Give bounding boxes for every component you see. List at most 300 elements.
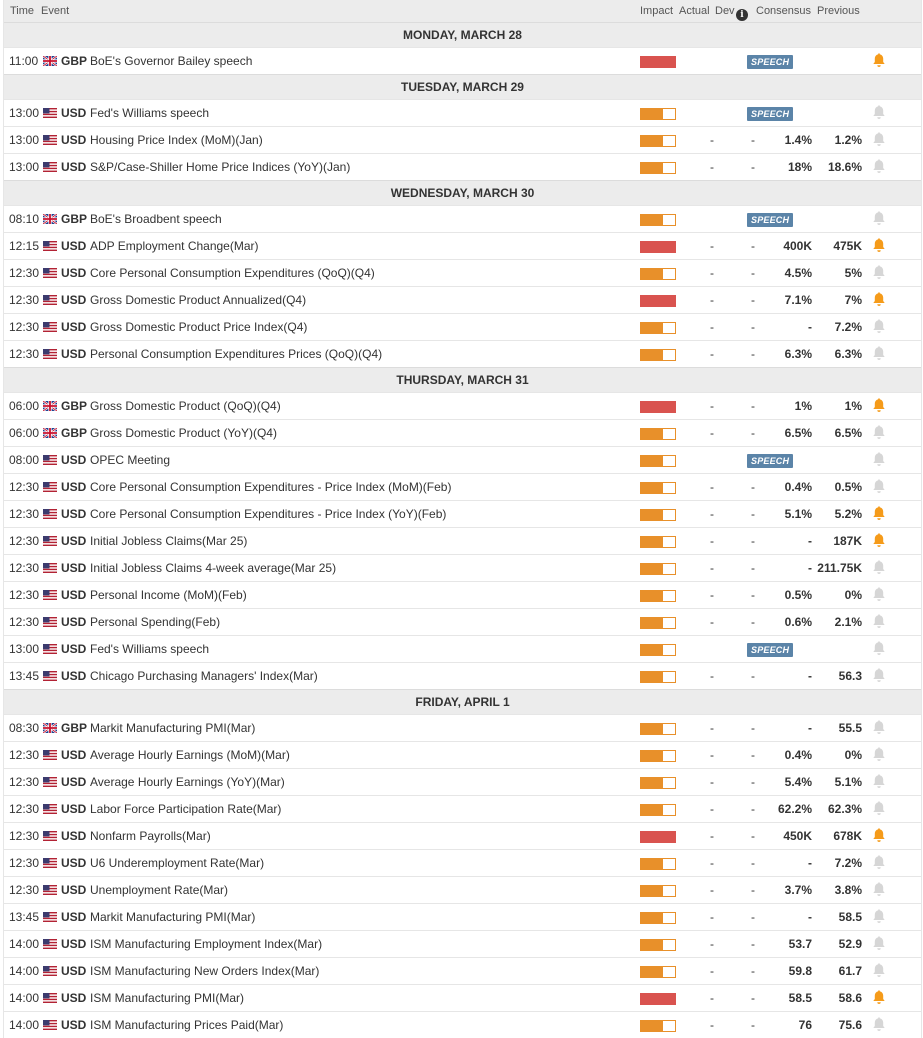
event-time: 12:30 bbox=[9, 561, 40, 575]
bell-icon[interactable] bbox=[872, 1017, 886, 1032]
event-dev: - bbox=[751, 160, 755, 174]
event-actual: - bbox=[710, 748, 714, 762]
uk-flag bbox=[43, 428, 57, 438]
impact-bar-medium bbox=[640, 644, 676, 656]
event-previous: 6.3% bbox=[834, 347, 862, 361]
event-name[interactable]: ADP Employment Change(Mar) bbox=[90, 239, 259, 253]
event-consensus: 6.3% bbox=[784, 347, 812, 361]
us-flag bbox=[43, 858, 57, 868]
event-currency: USD bbox=[61, 106, 87, 120]
us-flag bbox=[43, 482, 57, 492]
event-row[interactable] bbox=[4, 608, 921, 635]
event-previous: 0.5% bbox=[834, 480, 862, 494]
event-time: 12:30 bbox=[9, 347, 40, 361]
us-flag bbox=[43, 268, 57, 278]
event-consensus: 450K bbox=[783, 829, 812, 843]
event-previous: 58.6 bbox=[838, 991, 862, 1005]
event-actual: - bbox=[710, 320, 714, 334]
event-row[interactable] bbox=[4, 768, 921, 795]
event-time: 12:30 bbox=[9, 293, 40, 307]
us-flag bbox=[43, 590, 57, 600]
event-actual: - bbox=[710, 615, 714, 629]
event-name[interactable]: Markit Manufacturing PMI(Mar) bbox=[90, 721, 256, 735]
event-actual: - bbox=[710, 534, 714, 548]
speech-badge: SPEECH bbox=[747, 106, 793, 121]
impact-bar-medium bbox=[640, 777, 676, 789]
event-actual: - bbox=[710, 507, 714, 521]
event-consensus: 62.2% bbox=[777, 802, 812, 816]
event-name[interactable]: Fed's Williams speech bbox=[90, 642, 209, 656]
event-currency: GBP bbox=[61, 54, 88, 68]
event-actual: - bbox=[710, 160, 714, 174]
event-name[interactable]: Personal Income (MoM)(Feb) bbox=[90, 588, 247, 602]
event-time: 14:00 bbox=[9, 991, 40, 1005]
event-time: 12:30 bbox=[9, 534, 40, 548]
event-name[interactable]: ISM Manufacturing Employment Index(Mar) bbox=[90, 937, 323, 951]
event-currency: USD bbox=[61, 615, 87, 629]
event-currency: USD bbox=[61, 588, 87, 602]
event-name[interactable]: Initial Jobless Claims(Mar 25) bbox=[90, 534, 248, 548]
day-header: THURSDAY, MARCH 31 bbox=[4, 367, 921, 392]
event-previous: 2.1% bbox=[834, 615, 862, 629]
event-dev: - bbox=[751, 937, 755, 951]
bell-icon[interactable] bbox=[872, 105, 886, 120]
event-actual: - bbox=[710, 802, 714, 816]
event-dev: - bbox=[751, 561, 755, 575]
bell-icon[interactable] bbox=[872, 668, 886, 683]
event-dev: - bbox=[751, 615, 755, 629]
impact-bar-medium bbox=[640, 750, 676, 762]
event-row[interactable] bbox=[4, 392, 921, 419]
header-previous[interactable]: Previous bbox=[817, 5, 860, 17]
event-time: 12:30 bbox=[9, 856, 40, 870]
bell-active-icon[interactable] bbox=[872, 828, 886, 843]
event-dev: - bbox=[751, 748, 755, 762]
us-flag bbox=[43, 912, 57, 922]
event-row[interactable] bbox=[4, 714, 921, 741]
event-name[interactable]: Core Personal Consumption Expenditures - Price Index (MoM)(Feb) bbox=[90, 480, 452, 494]
event-time: 06:00 bbox=[9, 426, 40, 440]
event-currency: USD bbox=[61, 534, 87, 548]
event-time: 12:30 bbox=[9, 748, 40, 762]
event-name[interactable]: Labor Force Participation Rate(Mar) bbox=[90, 802, 282, 816]
event-name[interactable]: Gross Domestic Product Price Index(Q4) bbox=[90, 320, 308, 334]
event-consensus: 18% bbox=[787, 160, 812, 174]
event-previous: 61.7 bbox=[838, 964, 862, 978]
impact-bar-medium bbox=[640, 482, 676, 494]
event-actual: - bbox=[710, 239, 714, 253]
event-currency: GBP bbox=[61, 426, 88, 440]
event-time: 12:30 bbox=[9, 615, 40, 629]
event-name[interactable]: ISM Manufacturing New Orders Index(Mar) bbox=[90, 964, 320, 978]
event-actual: - bbox=[710, 937, 714, 951]
event-name[interactable]: Chicago Purchasing Managers' Index(Mar) bbox=[90, 669, 318, 683]
calendar-body bbox=[4, 22, 921, 1038]
event-consensus: - bbox=[808, 669, 812, 683]
event-previous: 0% bbox=[844, 748, 862, 762]
economic-calendar bbox=[3, 0, 922, 1038]
event-name[interactable]: Personal Consumption Expenditures Prices (QoQ)(Q4) bbox=[90, 347, 383, 361]
event-row[interactable] bbox=[4, 153, 921, 180]
impact-bar-medium bbox=[640, 804, 676, 816]
event-actual: - bbox=[710, 426, 714, 440]
event-time: 08:10 bbox=[9, 212, 40, 226]
event-currency: USD bbox=[61, 239, 87, 253]
event-consensus: - bbox=[808, 561, 812, 575]
event-previous: 52.9 bbox=[838, 937, 862, 951]
event-name[interactable]: Housing Price Index (MoM)(Jan) bbox=[90, 133, 263, 147]
event-row[interactable] bbox=[4, 984, 921, 1011]
event-name[interactable]: BoE's Broadbent speech bbox=[90, 212, 222, 226]
event-previous: 1.2% bbox=[834, 133, 862, 147]
header-time[interactable]: Time bbox=[10, 5, 35, 17]
uk-flag bbox=[43, 56, 57, 66]
event-consensus: 5.1% bbox=[784, 507, 812, 521]
event-row[interactable] bbox=[4, 446, 921, 473]
event-time: 13:00 bbox=[9, 133, 40, 147]
event-actual: - bbox=[710, 266, 714, 280]
header-event[interactable]: Event bbox=[41, 5, 70, 17]
event-previous: 62.3% bbox=[827, 802, 862, 816]
impact-bar-medium bbox=[640, 162, 676, 174]
event-currency: USD bbox=[61, 293, 87, 307]
event-consensus: 400K bbox=[783, 239, 812, 253]
event-dev: - bbox=[751, 883, 755, 897]
event-previous: 56.3 bbox=[838, 669, 862, 683]
event-name[interactable]: BoE's Governor Bailey speech bbox=[90, 54, 253, 68]
bell-icon[interactable] bbox=[872, 479, 886, 494]
event-row[interactable] bbox=[4, 957, 921, 984]
event-previous: 0% bbox=[844, 588, 862, 602]
event-actual: - bbox=[710, 480, 714, 494]
event-actual: - bbox=[710, 775, 714, 789]
event-consensus: - bbox=[808, 856, 812, 870]
bell-icon[interactable] bbox=[872, 909, 886, 924]
event-currency: USD bbox=[61, 829, 87, 843]
event-name[interactable]: Core Personal Consumption Expenditures (QoQ)(Q4) bbox=[90, 266, 375, 280]
event-dev: - bbox=[751, 266, 755, 280]
event-time: 14:00 bbox=[9, 1018, 40, 1032]
us-flag bbox=[43, 750, 57, 760]
event-row[interactable] bbox=[4, 473, 921, 500]
event-currency: USD bbox=[61, 883, 87, 897]
bell-icon[interactable] bbox=[872, 132, 886, 147]
bell-icon[interactable] bbox=[872, 641, 886, 656]
impact-bar-medium bbox=[640, 268, 676, 280]
event-name[interactable]: Gross Domestic Product (YoY)(Q4) bbox=[90, 426, 277, 440]
event-name[interactable]: OPEC Meeting bbox=[90, 453, 171, 467]
event-actual: - bbox=[710, 399, 714, 413]
header-impact[interactable]: Impact bbox=[640, 5, 674, 17]
event-dev: - bbox=[751, 1018, 755, 1032]
event-consensus: 4.5% bbox=[784, 266, 812, 280]
event-time: 12:30 bbox=[9, 266, 40, 280]
speech-badge: SPEECH bbox=[747, 642, 793, 657]
event-time: 13:45 bbox=[9, 910, 40, 924]
bell-active-icon[interactable] bbox=[872, 990, 886, 1005]
event-previous: 7.2% bbox=[834, 320, 862, 334]
event-previous: 5% bbox=[844, 266, 862, 280]
event-row[interactable] bbox=[4, 419, 921, 446]
event-consensus: 0.6% bbox=[784, 615, 812, 629]
event-name[interactable]: Gross Domestic Product Annualized(Q4) bbox=[90, 293, 307, 307]
bell-icon[interactable] bbox=[872, 720, 886, 735]
event-name[interactable]: Initial Jobless Claims 4-week average(Mar 25) bbox=[90, 561, 337, 575]
bell-icon[interactable] bbox=[872, 560, 886, 575]
event-consensus: 6.5% bbox=[784, 426, 812, 440]
us-flag bbox=[43, 108, 57, 118]
event-currency: GBP bbox=[61, 721, 88, 735]
event-dev: - bbox=[751, 133, 755, 147]
event-row[interactable] bbox=[4, 313, 921, 340]
event-currency: USD bbox=[61, 453, 87, 467]
impact-bar-high bbox=[640, 295, 676, 307]
event-currency: USD bbox=[61, 937, 87, 951]
bell-active-icon[interactable] bbox=[872, 533, 886, 548]
bell-icon[interactable] bbox=[872, 159, 886, 174]
speech-badge: SPEECH bbox=[747, 453, 793, 468]
event-row[interactable] bbox=[4, 876, 921, 903]
impact-bar-medium bbox=[640, 912, 676, 924]
event-row[interactable] bbox=[4, 930, 921, 957]
bell-icon[interactable] bbox=[872, 774, 886, 789]
event-time: 12:30 bbox=[9, 829, 40, 843]
event-row[interactable] bbox=[4, 849, 921, 876]
header-dev[interactable]: Dev bbox=[715, 5, 735, 17]
us-flag bbox=[43, 241, 57, 251]
event-row[interactable] bbox=[4, 795, 921, 822]
impact-bar-medium bbox=[640, 428, 676, 440]
event-actual: - bbox=[710, 910, 714, 924]
bell-icon[interactable] bbox=[872, 346, 886, 361]
bell-active-icon[interactable] bbox=[872, 398, 886, 413]
event-currency: USD bbox=[61, 748, 87, 762]
us-flag bbox=[43, 536, 57, 546]
event-previous: 3.8% bbox=[834, 883, 862, 897]
us-flag bbox=[43, 671, 57, 681]
us-flag bbox=[43, 644, 57, 654]
impact-bar-medium bbox=[640, 723, 676, 735]
event-previous: 5.1% bbox=[834, 775, 862, 789]
event-time: 13:00 bbox=[9, 642, 40, 656]
bell-icon[interactable] bbox=[872, 801, 886, 816]
event-dev: - bbox=[751, 320, 755, 334]
event-time: 12:30 bbox=[9, 802, 40, 816]
impact-bar-high bbox=[640, 241, 676, 253]
event-previous: 18.6% bbox=[827, 160, 862, 174]
event-consensus: 7.1% bbox=[784, 293, 812, 307]
event-consensus: 59.8 bbox=[788, 964, 812, 978]
event-previous: 75.6 bbox=[838, 1018, 862, 1032]
event-name[interactable]: Average Hourly Earnings (MoM)(Mar) bbox=[90, 748, 290, 762]
event-dev: - bbox=[751, 426, 755, 440]
impact-bar-medium bbox=[640, 617, 676, 629]
event-time: 14:00 bbox=[9, 964, 40, 978]
event-row[interactable] bbox=[4, 232, 921, 259]
event-currency: USD bbox=[61, 775, 87, 789]
event-row[interactable] bbox=[4, 822, 921, 849]
event-consensus: 76 bbox=[798, 1018, 812, 1032]
event-row[interactable] bbox=[4, 47, 921, 74]
event-row[interactable] bbox=[4, 581, 921, 608]
bell-icon[interactable] bbox=[872, 211, 886, 226]
event-name[interactable]: Gross Domestic Product (QoQ)(Q4) bbox=[90, 399, 281, 413]
event-actual: - bbox=[710, 669, 714, 683]
event-name[interactable]: Fed's Williams speech bbox=[90, 106, 209, 120]
bell-icon[interactable] bbox=[872, 855, 886, 870]
bell-icon[interactable] bbox=[872, 747, 886, 762]
event-row[interactable] bbox=[4, 286, 921, 313]
bell-active-icon[interactable] bbox=[872, 238, 886, 253]
impact-bar-medium bbox=[640, 563, 676, 575]
event-time: 12:30 bbox=[9, 775, 40, 789]
event-actual: - bbox=[710, 347, 714, 361]
event-previous: 7% bbox=[844, 293, 862, 307]
impact-bar-high bbox=[640, 401, 676, 413]
event-name[interactable]: ISM Manufacturing Prices Paid(Mar) bbox=[90, 1018, 284, 1032]
event-currency: USD bbox=[61, 133, 87, 147]
us-flag bbox=[43, 162, 57, 172]
uk-flag bbox=[43, 401, 57, 411]
event-row[interactable] bbox=[4, 500, 921, 527]
event-consensus: 53.7 bbox=[788, 937, 812, 951]
event-name[interactable]: Average Hourly Earnings (YoY)(Mar) bbox=[90, 775, 285, 789]
event-currency: USD bbox=[61, 347, 87, 361]
event-time: 12:30 bbox=[9, 883, 40, 897]
event-name[interactable]: Nonfarm Payrolls(Mar) bbox=[90, 829, 211, 843]
event-time: 12:30 bbox=[9, 588, 40, 602]
event-currency: USD bbox=[61, 160, 87, 174]
event-currency: USD bbox=[61, 561, 87, 575]
event-time: 12:15 bbox=[9, 239, 40, 253]
bell-icon[interactable] bbox=[872, 614, 886, 629]
event-name[interactable]: S&P/Case-Shiller Home Price Indices (YoY)(Jan) bbox=[90, 160, 351, 174]
day-header: WEDNESDAY, MARCH 30 bbox=[4, 180, 921, 205]
event-consensus: 1.4% bbox=[784, 133, 812, 147]
event-row[interactable] bbox=[4, 259, 921, 286]
event-name[interactable]: Unemployment Rate(Mar) bbox=[90, 883, 229, 897]
event-consensus: - bbox=[808, 320, 812, 334]
event-time: 12:30 bbox=[9, 320, 40, 334]
day-header: TUESDAY, MARCH 29 bbox=[4, 74, 921, 99]
event-currency: USD bbox=[61, 266, 87, 280]
us-flag bbox=[43, 804, 57, 814]
event-row[interactable] bbox=[4, 126, 921, 153]
event-row[interactable] bbox=[4, 340, 921, 367]
event-consensus: - bbox=[808, 534, 812, 548]
event-previous: 58.5 bbox=[838, 910, 862, 924]
us-flag bbox=[43, 563, 57, 573]
event-name[interactable]: U6 Underemployment Rate(Mar) bbox=[90, 856, 265, 870]
event-actual: - bbox=[710, 883, 714, 897]
us-flag bbox=[43, 295, 57, 305]
bell-icon[interactable] bbox=[872, 265, 886, 280]
event-time: 14:00 bbox=[9, 937, 40, 951]
day-header: MONDAY, MARCH 28 bbox=[4, 22, 921, 47]
event-previous: 678K bbox=[833, 829, 862, 843]
header-consensus[interactable]: Consensus bbox=[756, 5, 812, 17]
event-currency: USD bbox=[61, 856, 87, 870]
event-row[interactable] bbox=[4, 903, 921, 930]
bell-active-icon[interactable] bbox=[872, 292, 886, 307]
event-time: 13:00 bbox=[9, 160, 40, 174]
impact-bar-medium bbox=[640, 885, 676, 897]
table-header: Time Event Impact Actual Dev i Consensus Previous bbox=[4, 0, 921, 22]
us-flag bbox=[43, 349, 57, 359]
event-name[interactable]: ISM Manufacturing PMI(Mar) bbox=[90, 991, 245, 1005]
event-time: 13:00 bbox=[9, 106, 40, 120]
event-row[interactable] bbox=[4, 1011, 921, 1038]
event-currency: USD bbox=[61, 991, 87, 1005]
event-row[interactable] bbox=[4, 554, 921, 581]
event-previous: 187K bbox=[833, 534, 862, 548]
event-actual: - bbox=[710, 561, 714, 575]
impact-bar-medium bbox=[640, 1020, 676, 1032]
impact-bar-medium bbox=[640, 966, 676, 978]
event-dev: - bbox=[751, 964, 755, 978]
event-actual: - bbox=[710, 293, 714, 307]
bell-icon[interactable] bbox=[872, 452, 886, 467]
impact-bar-high bbox=[640, 831, 676, 843]
event-dev: - bbox=[751, 669, 755, 683]
event-currency: USD bbox=[61, 480, 87, 494]
event-time: 08:00 bbox=[9, 453, 40, 467]
event-currency: USD bbox=[61, 669, 87, 683]
us-flag bbox=[43, 509, 57, 519]
event-currency: USD bbox=[61, 320, 87, 334]
event-dev: - bbox=[751, 534, 755, 548]
event-consensus: 0.4% bbox=[784, 748, 812, 762]
event-previous: 5.2% bbox=[834, 507, 862, 521]
bell-active-icon[interactable] bbox=[872, 53, 886, 68]
bell-icon[interactable] bbox=[872, 425, 886, 440]
event-dev: - bbox=[751, 991, 755, 1005]
us-flag bbox=[43, 1020, 57, 1030]
impact-bar-medium bbox=[640, 322, 676, 334]
us-flag bbox=[43, 939, 57, 949]
event-row[interactable] bbox=[4, 662, 921, 689]
event-row[interactable] bbox=[4, 741, 921, 768]
bell-active-icon[interactable] bbox=[872, 506, 886, 521]
event-previous: 1% bbox=[844, 399, 862, 413]
event-name[interactable]: Core Personal Consumption Expenditures - Price Index (YoY)(Feb) bbox=[90, 507, 447, 521]
event-previous: 6.5% bbox=[834, 426, 862, 440]
bell-icon[interactable] bbox=[872, 319, 886, 334]
header-actual[interactable]: Actual bbox=[679, 5, 710, 17]
event-name[interactable]: Markit Manufacturing PMI(Mar) bbox=[90, 910, 256, 924]
us-flag bbox=[43, 135, 57, 145]
event-actual: - bbox=[710, 964, 714, 978]
event-currency: USD bbox=[61, 910, 87, 924]
bell-icon[interactable] bbox=[872, 963, 886, 978]
bell-icon[interactable] bbox=[872, 587, 886, 602]
bell-icon[interactable] bbox=[872, 936, 886, 951]
event-consensus: - bbox=[808, 721, 812, 735]
event-time: 12:30 bbox=[9, 480, 40, 494]
impact-bar-medium bbox=[640, 349, 676, 361]
event-dev: - bbox=[751, 507, 755, 521]
event-name[interactable]: Personal Spending(Feb) bbox=[90, 615, 221, 629]
impact-bar-medium bbox=[640, 509, 676, 521]
event-row[interactable] bbox=[4, 527, 921, 554]
event-row[interactable] bbox=[4, 205, 921, 232]
bell-icon[interactable] bbox=[872, 882, 886, 897]
event-row[interactable] bbox=[4, 99, 921, 126]
event-row[interactable] bbox=[4, 635, 921, 662]
us-flag bbox=[43, 831, 57, 841]
event-consensus: 0.5% bbox=[784, 588, 812, 602]
event-currency: GBP bbox=[61, 212, 88, 226]
